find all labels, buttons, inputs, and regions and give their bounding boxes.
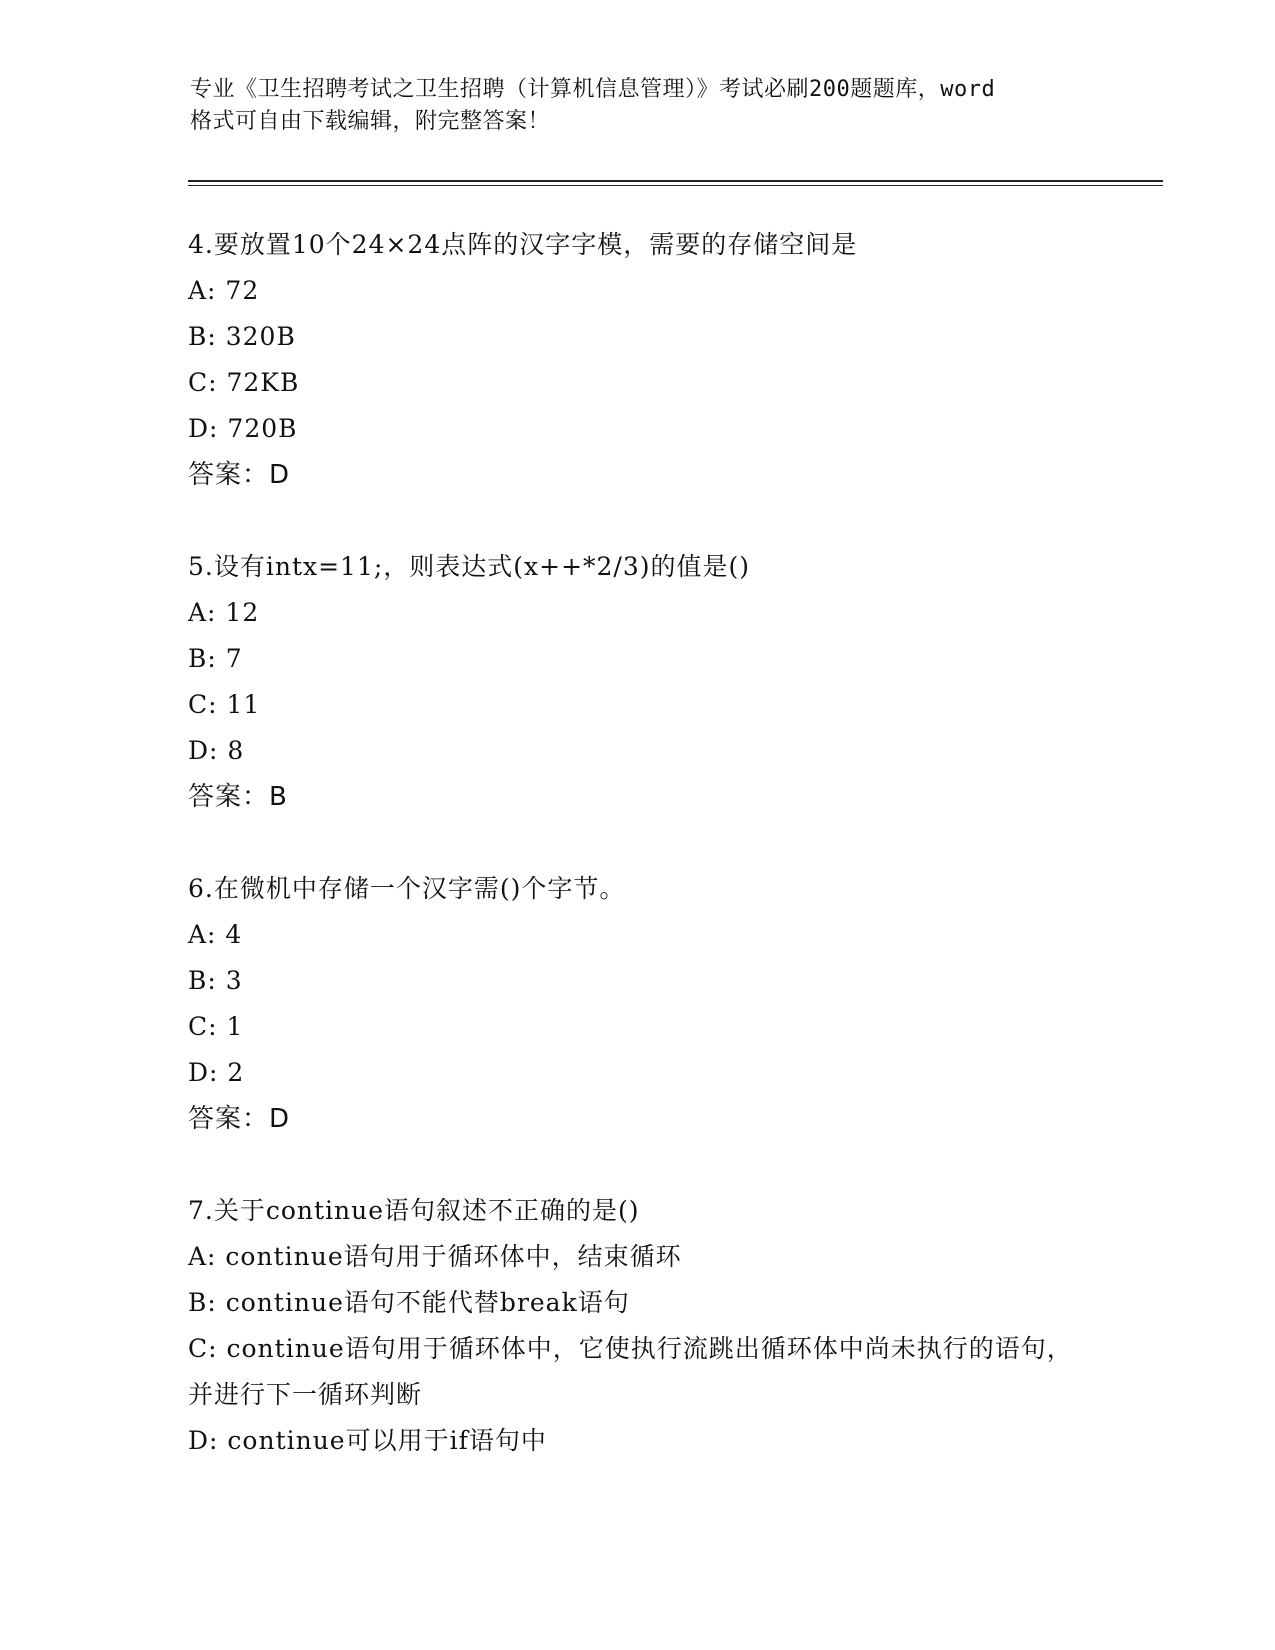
option-c: C: 1 xyxy=(188,1012,244,1041)
answer-label: 答案：B xyxy=(188,782,288,812)
option-d: D: 2 xyxy=(188,1058,245,1087)
header-divider-thin xyxy=(188,185,1163,186)
header-line-2: 格式可自由下载编辑，附完整答案！ xyxy=(190,109,551,134)
header-divider-thick xyxy=(188,180,1163,182)
document-header xyxy=(190,74,1090,138)
question-stem: 4.要放置10个24×24点阵的汉字字模，需要的存储空间是 xyxy=(188,230,858,259)
question-stem: 6.在微机中存储一个汉字需()个字节。 xyxy=(188,874,626,903)
option-b: B: 3 xyxy=(188,966,243,995)
option-d: D: continue可以用于if语句中 xyxy=(188,1426,547,1455)
option-b: B: 320B xyxy=(188,322,296,351)
option-d: D: 8 xyxy=(188,736,245,765)
option-a: A: 4 xyxy=(188,920,243,949)
option-c: C: 11 xyxy=(188,690,261,719)
question-block xyxy=(188,1188,1088,1464)
answer-label: 答案：D xyxy=(188,460,291,490)
option-a: A: 12 xyxy=(188,598,260,627)
question-stem: 7.关于continue语句叙述不正确的是() xyxy=(188,1196,640,1225)
answer-label: 答案：D xyxy=(188,1104,291,1134)
option-d: D: 720B xyxy=(188,414,298,443)
option-b: B: continue语句不能代替break语句 xyxy=(188,1288,630,1317)
header-line-1: 专业《卫生招聘考试之卫生招聘（计算机信息管理）》考试必刷200题题库，word xyxy=(190,77,996,102)
option-c: C: continue语句用于循环体中，它使执行流跳出循环体中尚未执行的语句，并进行下一循环判断 xyxy=(188,1334,1073,1409)
option-a: A: 72 xyxy=(188,276,260,305)
question-block xyxy=(188,544,1088,820)
option-c: C: 72KB xyxy=(188,368,300,397)
option-a: A: continue语句用于循环体中，结束循环 xyxy=(188,1242,682,1271)
question-block xyxy=(188,222,1088,498)
option-b: B: 7 xyxy=(188,644,243,673)
question-block xyxy=(188,866,1088,1142)
question-stem: 5.设有intx=11;，则表达式(x++*2/3)的值是() xyxy=(188,552,751,581)
